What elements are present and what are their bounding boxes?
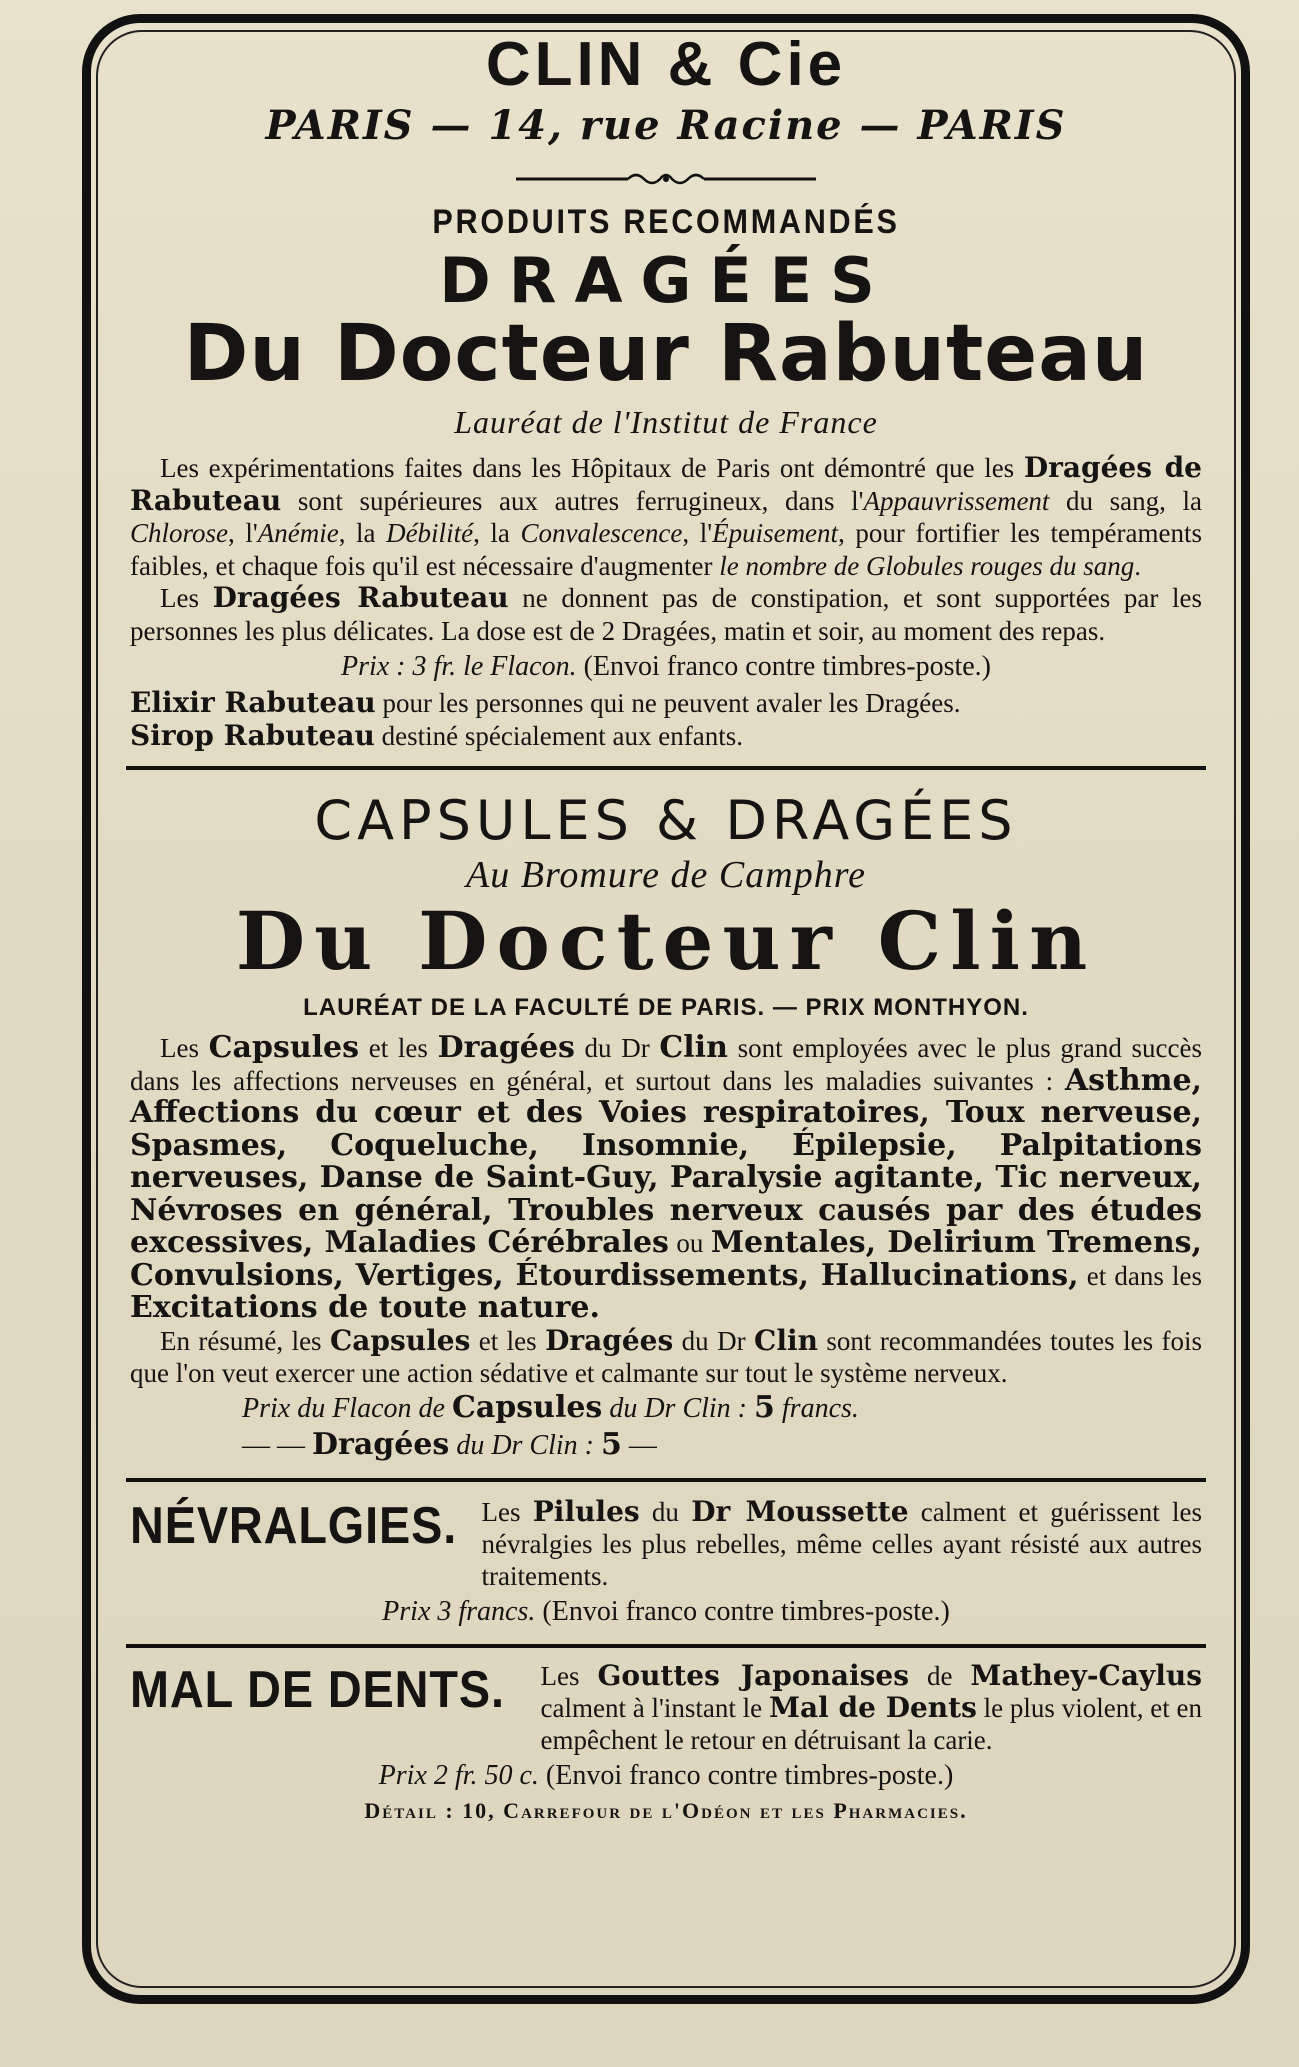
text: Les expérimentations faites dans les Hôpitaux de Paris ont démontré que les: [160, 453, 1024, 483]
text: , l': [228, 518, 258, 548]
text-bold: Mathey-Caylus: [970, 1658, 1203, 1692]
text: Les: [160, 583, 213, 613]
text-bold: Mentales, Delirium Tremens, Convulsions, Vertiges, Étourdissements, Hallucinations,: [130, 1225, 1202, 1293]
clin-diseases-paragraph: [122, 1032, 1210, 1325]
price-value: 5: [601, 1426, 622, 1462]
ornament-divider: [516, 170, 816, 188]
text: —: [621, 1429, 657, 1461]
text-bold: Mal de Dents: [768, 1690, 977, 1724]
text: de: [908, 1660, 971, 1691]
text: En résumé, les: [160, 1325, 330, 1356]
rabuteau-paragraph-1: [122, 452, 1210, 582]
text: ne donnent pas de constipation, et sont supportées par les personnes les plus délicates. La dose est de 2 Dragées, matin et soir, au moment des repas.: [130, 583, 1202, 646]
text-bold: Clin: [659, 1030, 728, 1065]
text: et dans les: [1078, 1260, 1202, 1291]
text-italic: Épuisement: [712, 518, 839, 548]
text: du: [639, 1496, 692, 1527]
sirop-line: [122, 720, 1210, 753]
rabuteau-price: [122, 649, 1210, 685]
text: destiné spécialement aux enfants.: [374, 720, 743, 751]
section-divider: [126, 1644, 1206, 1648]
text-bold: Dragées: [437, 1030, 575, 1065]
text-bold: Excitations de toute nature.: [130, 1290, 600, 1325]
text-italic: du Dr Clin :: [602, 1392, 755, 1424]
text-bold: Elixir Rabuteau: [130, 686, 376, 719]
text-bold: Dragées: [312, 1426, 450, 1462]
text-italic: Chlorose: [130, 518, 229, 548]
rabuteau-title: Du Docteur Rabuteau: [183, 309, 1149, 399]
section-divider: [126, 1478, 1206, 1482]
rabuteau-paragraph-2: [122, 582, 1210, 647]
mal-de-dents-block: [122, 1660, 1210, 1756]
institut-laureat: Lauréat de l'Institut de France: [454, 404, 878, 440]
nevralgies-text: [482, 1496, 1203, 1592]
text-bold: Dragées Rabuteau: [212, 581, 509, 614]
camphre-subtitle: Au Bromure de Camphre: [466, 854, 866, 896]
price-note: (Envoi franco contre timbres-poste.): [538, 1759, 954, 1791]
text-italic: Anémie: [257, 518, 339, 548]
text-bold: Clin: [754, 1323, 818, 1357]
faculte-laureat: LAURÉAT DE LA FACULTÉ DE PARIS. — PRIX MONTHYON.: [303, 994, 1029, 1021]
drages-title: DRAGÉES: [439, 244, 893, 317]
text: , la: [473, 518, 521, 548]
text-bold: Sirop Rabuteau: [130, 718, 375, 752]
detail-address: Détail : 10, Carrefour de l'Odéon et les Pharmacies.: [364, 1797, 968, 1823]
text: du sang, la: [1049, 485, 1202, 516]
clin-title: Du Docteur Clin: [235, 894, 1097, 988]
text-bold: Capsules: [208, 1030, 360, 1065]
text: ou: [668, 1228, 711, 1258]
nevralgies-title: NÉVRALGIES.: [130, 1496, 458, 1555]
text-bold: Dr Moussette: [691, 1494, 909, 1528]
text: calment et guérissent les névralgies les plus rebelles, même celles ayant résisté aux autres traitements.: [481, 1496, 1202, 1591]
text-italic: Convalescence: [520, 518, 683, 548]
elixir-line: [122, 687, 1210, 720]
products-recommended: PRODUITS RECOMMANDÉS: [432, 203, 900, 241]
company-address: PARIS — 14, rue Racine — PARIS: [265, 102, 1067, 149]
price-amount: Prix : 3 fr. le Flacon.: [340, 651, 577, 682]
nevralgies-price: [122, 1594, 1210, 1630]
text: du Dr: [574, 1033, 660, 1063]
text-italic: Prix du Flacon de: [242, 1392, 452, 1424]
text-bold: Gouttes Japonaises: [597, 1658, 909, 1692]
text-italic: francs.: [774, 1392, 859, 1424]
mal-de-dents-title: MAL DE DENTS.: [130, 1660, 505, 1719]
text: pour les personnes qui ne peuvent avaler les Dragées.: [375, 688, 961, 718]
text-italic: Appauvrissement: [863, 485, 1050, 516]
ad-content: [122, 30, 1210, 1826]
text: Les: [481, 1496, 533, 1527]
price-amount: Prix 3 francs.: [382, 1595, 536, 1627]
text-bold: Capsules: [329, 1323, 471, 1357]
price-amount: Prix 2 fr. 50 c.: [378, 1759, 539, 1791]
price-value: 5: [754, 1389, 775, 1425]
text: et les: [359, 1033, 438, 1063]
text: Les: [540, 1660, 598, 1691]
text-bold: Dragées: [545, 1323, 674, 1357]
text: et les: [470, 1325, 546, 1356]
text: , la: [338, 518, 387, 548]
text: sont employées avec le plus grand succès dans les affections nerveuses en général, et surtout dans les maladies suivantes :: [130, 1033, 1202, 1096]
price-note: (Envoi franco contre timbres-poste.): [535, 1595, 950, 1627]
price-note: (Envoi franco contre timbres-poste.): [576, 651, 992, 682]
text: , l': [682, 518, 713, 548]
text: sont supérieures aux autres ferrugineux, dans l': [281, 485, 864, 516]
mal-de-dents-price: [122, 1758, 1210, 1794]
dragees-price: [122, 1427, 1210, 1464]
text: , pour fortifier les tempéraments faibles, et chaque fois qu'il est nécessaire d'augmenter: [130, 518, 1202, 581]
text-bold: Asthme, Affections du cœur et des Voies respiratoires, Toux nerveuse, Spasmes, Coqueluche, Insomnie, Épilepsie, Palpitations nerveuses, Danse de Saint-Guy, Paralysie agitante, Tic nerveux, Névroses en général, Troubles nerveux causés par des études excessives, Maladies Cérébrales: [130, 1062, 1202, 1260]
text-bold: Capsules: [451, 1389, 603, 1425]
text-bold: Dragées de Rabuteau: [130, 451, 1202, 517]
text: .: [1134, 550, 1141, 581]
text: du Dr: [673, 1325, 755, 1356]
capsules-title: CAPSULES & DRAGÉES: [314, 789, 1018, 852]
section-divider: [126, 766, 1206, 770]
text: sont recommandées toutes les fois que l'on veut exercer une action sédative et calmante sur tout le système nerveux.: [130, 1325, 1203, 1388]
text: le plus violent, et en empêchent le retour en détruisant la carie.: [540, 1692, 1203, 1755]
text: — —: [242, 1429, 312, 1461]
text-italic: Débilité: [386, 518, 474, 548]
text-italic: du Dr Clin :: [449, 1429, 601, 1461]
text: Les: [160, 1033, 209, 1063]
text: calment à l'instant le: [540, 1692, 769, 1723]
company-name: CLIN & Cie: [485, 30, 847, 99]
mal-de-dents-text: [541, 1660, 1202, 1756]
text-italic: le nombre de Globules rouges du sang: [719, 550, 1135, 581]
nevralgies-block: [122, 1496, 1210, 1592]
clin-summary: [122, 1325, 1210, 1390]
text-bold: Pilules: [532, 1494, 640, 1528]
capsules-price: [122, 1390, 1210, 1427]
